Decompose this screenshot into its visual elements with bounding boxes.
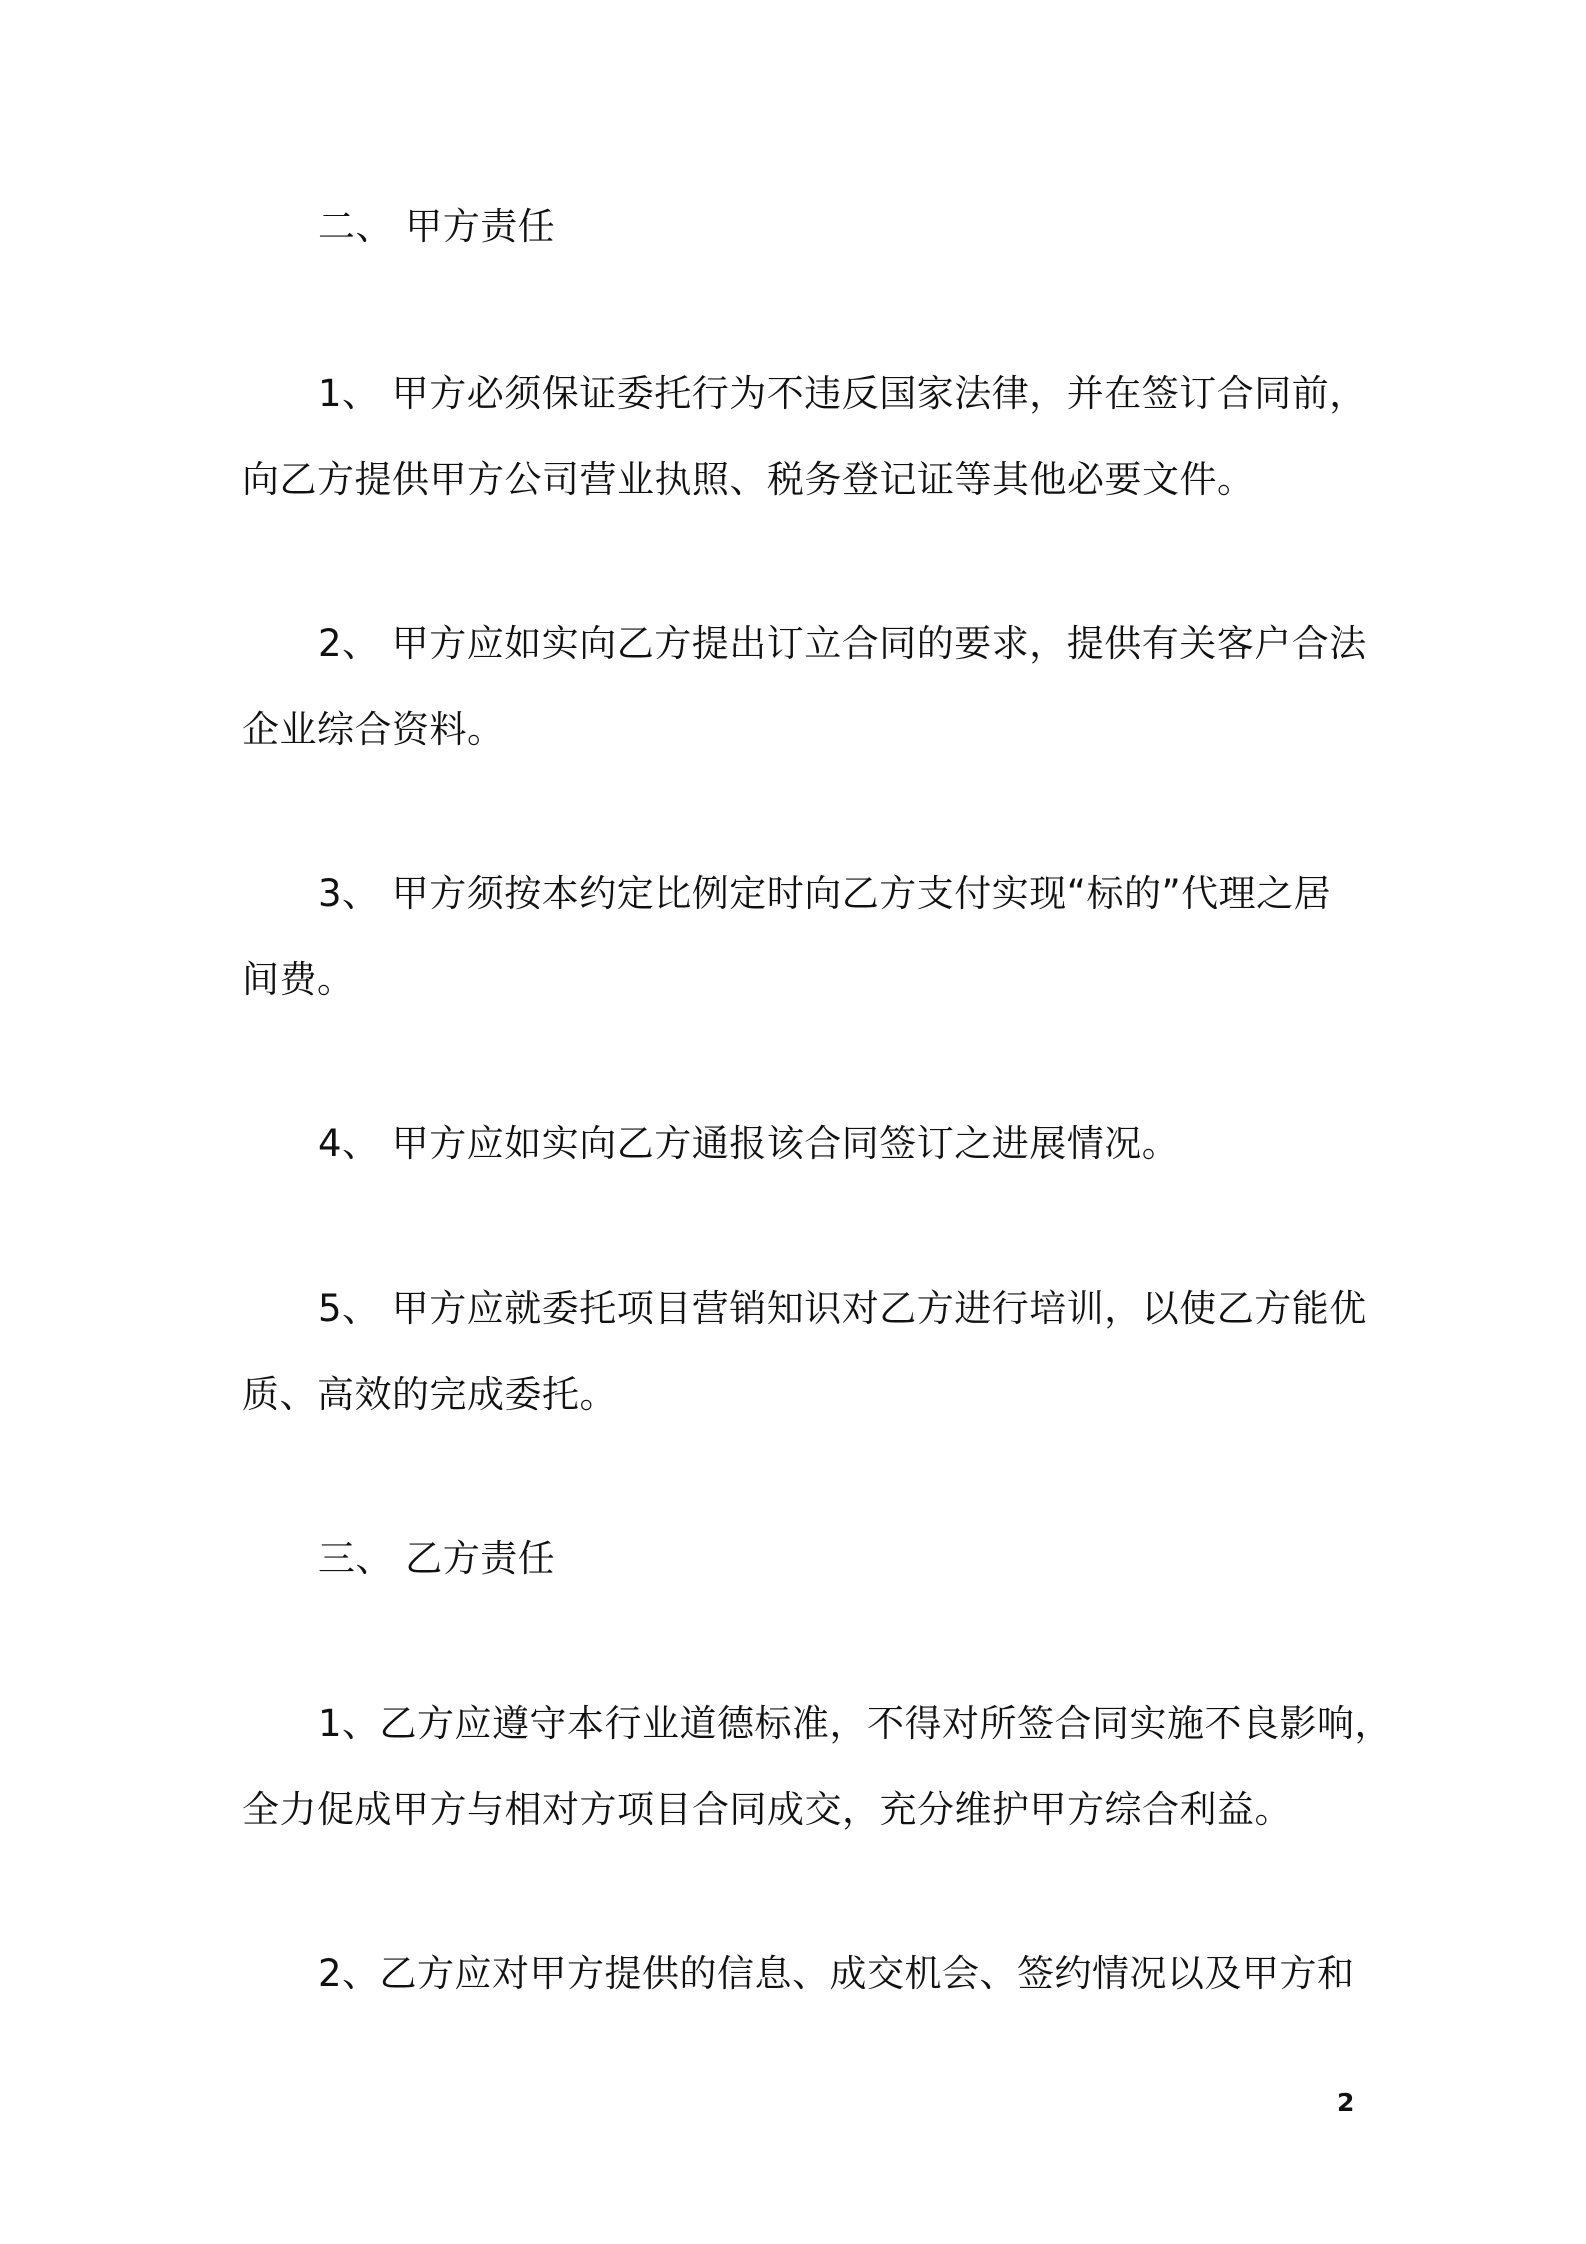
section-heading-party-b-responsibility: 三、 乙方责任 xyxy=(318,1537,556,1580)
paragraph-line: 企业综合资料。 xyxy=(242,708,505,751)
paragraph-line: 1、 甲方必须保证委托行为不违反国家法律，并在签订合同前， xyxy=(318,372,1367,415)
paragraph-line: 2、乙方应对甲方提供的信息、成交机会、签约情况以及甲方和 xyxy=(318,1952,1355,1995)
paragraph-line: 4、 甲方应如实向乙方通报该合同签订之进展情况。 xyxy=(318,1122,1180,1165)
paragraph-line: 3、 甲方须按本约定比例定时向乙方支付实现“标的”代理之居 xyxy=(318,872,1332,915)
paragraph-line: 5、 甲方应就委托项目营销知识对乙方进行培训，以使乙方能优 xyxy=(318,1287,1367,1330)
paragraph-line: 质、高效的完成委托。 xyxy=(242,1373,617,1416)
paragraph-line: 向乙方提供甲方公司营业执照、税务登记证等其他必要文件。 xyxy=(242,458,1255,501)
page-number: 2 xyxy=(1337,2088,1355,2117)
paragraph-line: 1、乙方应遵守本行业道德标准，不得对所签合同实施不良影响， xyxy=(318,1702,1393,1745)
section-heading-party-a-responsibility: 二、 甲方责任 xyxy=(318,205,556,248)
paragraph-line: 全力促成甲方与相对方项目合同成交，充分维护甲方综合利益。 xyxy=(242,1788,1292,1831)
paragraph-line: 间费。 xyxy=(242,958,355,1001)
paragraph-line: 2、 甲方应如实向乙方提出订立合同的要求，提供有关客户合法 xyxy=(318,622,1367,665)
